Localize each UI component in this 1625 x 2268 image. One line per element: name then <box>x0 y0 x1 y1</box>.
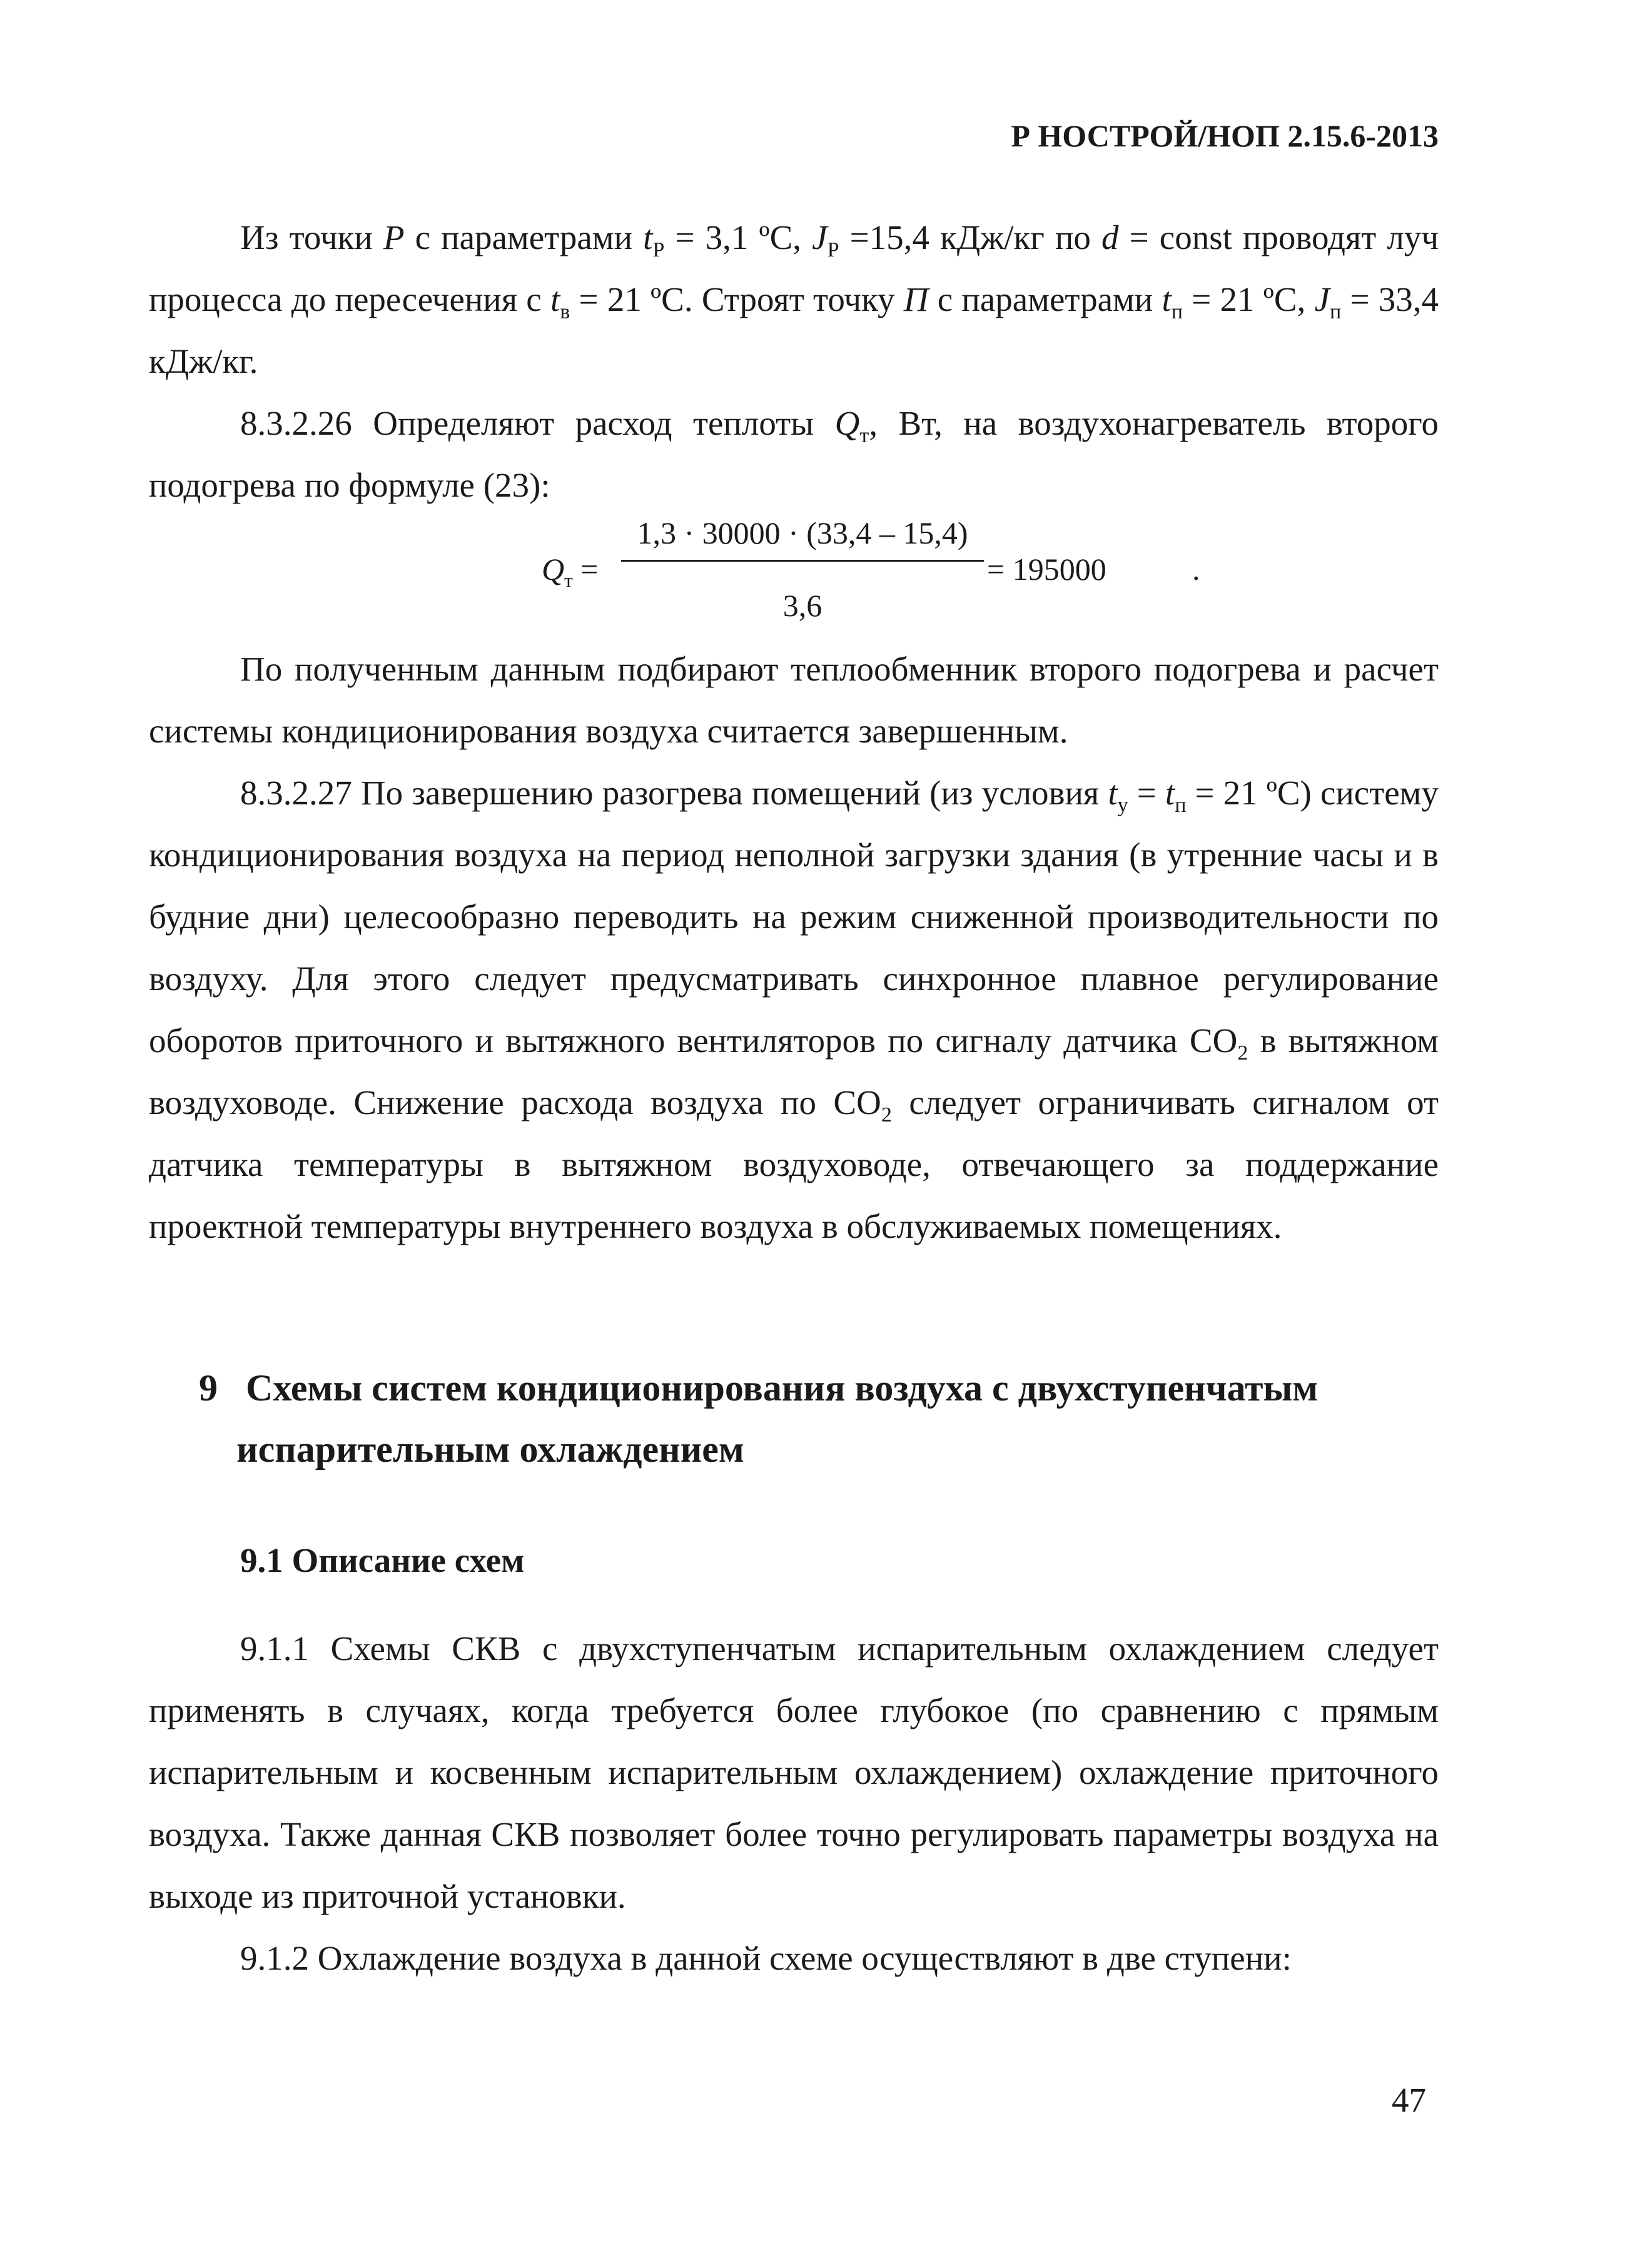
text: = 21 ºС) систему кондиционирования воздуха на период неполной загрузки здания (в утренние часы и в будние дни) целесообразно переводить на режим сниженной производительности по воздуху. Для этого следует предусматривать синхронное плавное регулирование оборотов приточного и вытяжного вентиляторов по сигналу датчика СО <box>149 774 1439 1060</box>
text: , Вт, на воздухонагреватель второго подогрева по формуле (23): <box>149 404 1439 504</box>
var-t: t <box>550 280 560 318</box>
paragraph-heat-exchanger: По полученным данным подбирают теплообменник второго подогрева и расчет системы кондиционирования воздуха считается завершенным. <box>149 650 1439 750</box>
page-number: 47 <box>1392 2081 1426 2119</box>
subscript: у <box>1117 793 1128 817</box>
subsection-heading-9-1: 9.1 Описание схем <box>240 1541 525 1579</box>
formula-result: = 195000 <box>987 552 1106 587</box>
paragraph-9-1-2: 9.1.2 Охлаждение воздуха в данной схеме осуществляют в две ступени: <box>240 1939 1292 1977</box>
body-top <box>149 206 1439 1257</box>
subscript: п <box>1175 793 1187 817</box>
var-q: Q <box>542 552 565 587</box>
section-number: 9 <box>199 1367 218 1409</box>
var-q: Q <box>834 404 860 442</box>
text: = 21 ºС. Строят точку <box>570 280 904 318</box>
text: =15,4 кДж/кг по <box>839 218 1102 256</box>
section-title-text: Схемы систем кондиционирования воздуха с двухступенчатым испарительным охлаждением <box>236 1367 1319 1470</box>
subscript: п <box>1171 300 1183 323</box>
formula-lhs <box>542 552 599 591</box>
fraction-bar <box>621 560 984 562</box>
text: = 3,1 ºС, <box>664 218 812 256</box>
var-t: t <box>643 218 653 256</box>
section-heading-9 <box>199 1357 1440 1480</box>
var-p: P <box>383 218 405 256</box>
text: с параметрами <box>928 280 1162 318</box>
var-t: t <box>1108 774 1118 812</box>
subscript: т <box>564 569 573 591</box>
formula-numerator: 1,3 · 30000 · (33,4 – 15,4) <box>637 515 968 550</box>
subscript: в <box>560 300 570 323</box>
paragraph-8-3-2-26 <box>149 392 1439 516</box>
paragraph-9-1-1: 9.1.1 Схемы СКВ с двухступенчатым испарительным охлаждением следует применять в случаях, когда требуется более глубокое (по сравнению с прямым испарительным и косвенным испарительным охлаждением) охлаждение приточного воздуха. Также данная СКВ позволяет более точно регулировать параметры воздуха на выходе из приточной установки. <box>149 1629 1439 1915</box>
paragraph-8-3-2-27 <box>149 762 1439 1257</box>
subscript: Р <box>827 238 839 261</box>
text: следует ограничивать сигналом от датчика температуры в вытяжном воздуховоде, отвечающего за поддержание проектной температуры внутреннего воздуха в обслуживаемых помещениях. <box>149 1083 1439 1245</box>
text: = 33,4 кДж/кг. <box>149 280 1439 380</box>
var-j: J <box>1314 280 1330 318</box>
subscript: Р <box>652 238 665 261</box>
text: = const проводят луч процесса до пересечения с <box>149 218 1439 318</box>
subscript: 2 <box>881 1103 892 1126</box>
document-code: Р НОСТРОЙ/НОП 2.15.6-2013 <box>1011 118 1439 153</box>
var-t: t <box>1162 280 1172 318</box>
var-d: d <box>1101 218 1119 256</box>
equals-sign: = <box>572 552 599 587</box>
subscript: т <box>859 423 869 447</box>
var-pi: П <box>903 280 929 318</box>
text: 8.3.2.27 По завершению разогрева помещений (из условия <box>240 774 1108 812</box>
formula-23 <box>149 516 1439 638</box>
formula-denominator: 3,6 <box>782 588 823 623</box>
text: с параметрами <box>404 218 644 256</box>
formula-end: . <box>1192 552 1200 587</box>
var-t: t <box>1165 774 1175 812</box>
subscript: п <box>1329 300 1342 323</box>
paragraph-point-p <box>149 206 1439 392</box>
text: = <box>1128 774 1165 812</box>
text: 8.3.2.26 Определяют расход теплоты <box>240 404 835 442</box>
text: Из точки <box>240 218 383 256</box>
text: в вытяжном воздуховоде. Снижение расхода воздуха по СО <box>149 1021 1439 1121</box>
body-bottom <box>149 1617 1439 1989</box>
var-j: J <box>812 218 828 256</box>
subscript: 2 <box>1237 1041 1248 1065</box>
text: = 21 ºС, <box>1183 280 1315 318</box>
